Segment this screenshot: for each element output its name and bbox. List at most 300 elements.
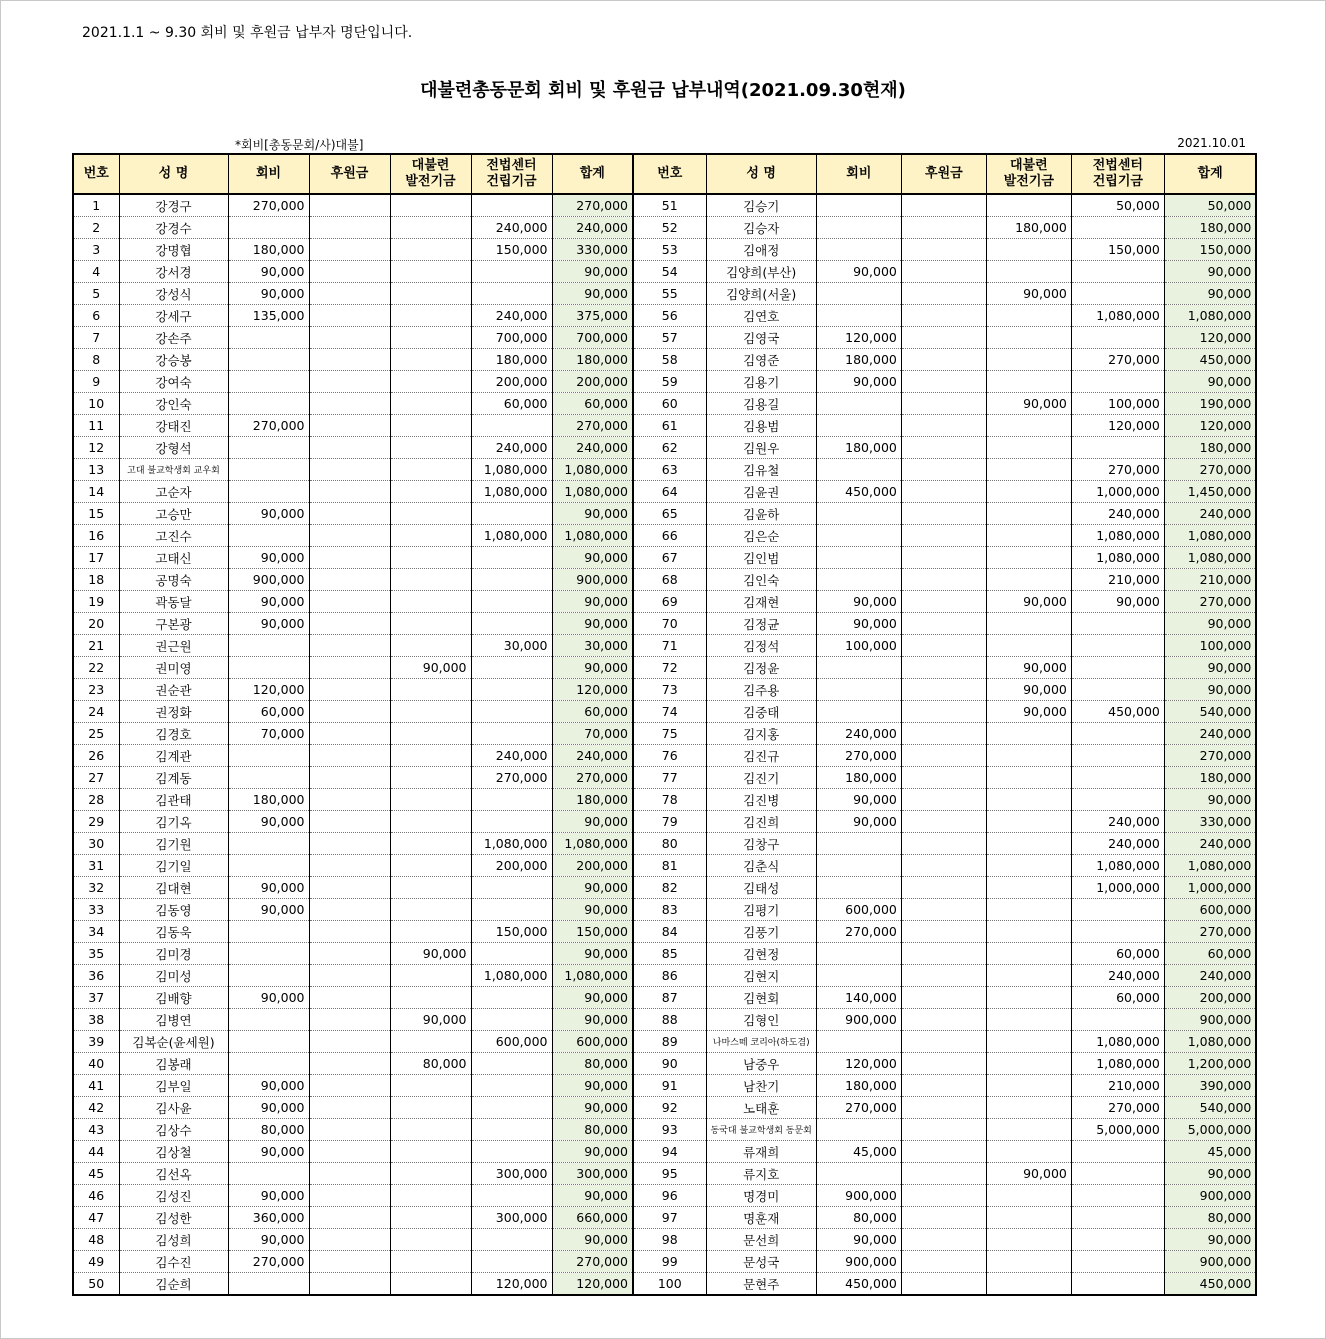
member-name: 김지홍 — [706, 723, 816, 745]
member-no: 45 — [73, 1163, 119, 1185]
center-fund-cell — [471, 1229, 552, 1251]
donation-cell — [309, 811, 390, 833]
table-row — [73, 1009, 1256, 1031]
fee-cell: 900,000 — [816, 1185, 901, 1207]
fee-cell — [816, 547, 901, 569]
total-cell: 90,000 — [552, 987, 633, 1009]
member-no: 92 — [633, 1097, 706, 1119]
fee-cell: 180,000 — [228, 239, 309, 261]
fee-cell: 90,000 — [228, 987, 309, 1009]
fee-cell — [228, 1163, 309, 1185]
member-name: 권근원 — [119, 635, 228, 657]
table-row — [73, 987, 1256, 1009]
donation-cell — [309, 1229, 390, 1251]
member-no: 100 — [633, 1273, 706, 1296]
table-row — [73, 965, 1256, 987]
header-total: 합계 — [1164, 154, 1256, 194]
member-no: 76 — [633, 745, 706, 767]
member-no: 79 — [633, 811, 706, 833]
fee-cell: 270,000 — [816, 1097, 901, 1119]
total-cell: 60,000 — [1164, 943, 1256, 965]
donation-cell — [309, 745, 390, 767]
member-name: 강여숙 — [119, 371, 228, 393]
member-name: 남중우 — [706, 1053, 816, 1075]
center-fund-cell: 1,080,000 — [1071, 547, 1164, 569]
member-no: 27 — [73, 767, 119, 789]
total-cell: 270,000 — [552, 415, 633, 437]
donation-cell — [309, 327, 390, 349]
member-name: 명훈재 — [706, 1207, 816, 1229]
member-no: 53 — [633, 239, 706, 261]
total-cell: 30,000 — [552, 635, 633, 657]
table-row — [73, 811, 1256, 833]
member-name: 김배향 — [119, 987, 228, 1009]
dev-fund-cell — [390, 855, 471, 877]
dev-fund-cell — [390, 393, 471, 415]
center-fund-cell — [1071, 1141, 1164, 1163]
dev-fund-cell — [390, 1141, 471, 1163]
dev-fund-cell — [986, 833, 1071, 855]
total-cell: 900,000 — [1164, 1185, 1256, 1207]
table-row — [73, 371, 1256, 393]
member-name: 강손주 — [119, 327, 228, 349]
member-name: 김성진 — [119, 1185, 228, 1207]
member-name: 김풍기 — [706, 921, 816, 943]
total-cell: 90,000 — [552, 657, 633, 679]
header-no: 번호 — [73, 154, 119, 194]
fee-cell: 270,000 — [228, 415, 309, 437]
donation-cell — [309, 1163, 390, 1185]
center-fund-cell: 120,000 — [471, 1273, 552, 1296]
fee-cell: 90,000 — [816, 613, 901, 635]
member-no: 93 — [633, 1119, 706, 1141]
member-no: 56 — [633, 305, 706, 327]
fee-cell: 140,000 — [816, 987, 901, 1009]
fee-cell: 90,000 — [228, 1075, 309, 1097]
member-name: 김사윤 — [119, 1097, 228, 1119]
center-fund-cell: 1,080,000 — [471, 481, 552, 503]
member-name: 김기원 — [119, 833, 228, 855]
total-cell: 450,000 — [1164, 349, 1256, 371]
member-no: 42 — [73, 1097, 119, 1119]
member-name: 김계동 — [119, 767, 228, 789]
member-no: 89 — [633, 1031, 706, 1053]
member-name: 김미성 — [119, 965, 228, 987]
total-cell: 1,450,000 — [1164, 481, 1256, 503]
table-row — [73, 1141, 1256, 1163]
center-fund-cell — [471, 1075, 552, 1097]
fee-cell — [816, 415, 901, 437]
total-cell: 90,000 — [1164, 1163, 1256, 1185]
donation-cell — [901, 745, 986, 767]
fee-cell — [816, 657, 901, 679]
donation-cell — [901, 613, 986, 635]
center-fund-cell: 270,000 — [471, 767, 552, 789]
table-row — [73, 635, 1256, 657]
donation-cell — [309, 305, 390, 327]
member-name: 김주용 — [706, 679, 816, 701]
donation-cell — [309, 283, 390, 305]
center-fund-cell: 1,080,000 — [1071, 855, 1164, 877]
table-row — [73, 1163, 1256, 1185]
member-name: 김부일 — [119, 1075, 228, 1097]
donation-cell — [309, 1075, 390, 1097]
fee-cell: 180,000 — [816, 767, 901, 789]
member-no: 12 — [73, 437, 119, 459]
total-cell: 90,000 — [1164, 283, 1256, 305]
center-fund-cell: 1,080,000 — [471, 459, 552, 481]
dev-fund-cell — [390, 1097, 471, 1119]
fee-cell: 270,000 — [816, 745, 901, 767]
center-fund-cell: 1,080,000 — [471, 965, 552, 987]
dev-fund-cell — [390, 437, 471, 459]
member-name: 고진수 — [119, 525, 228, 547]
dev-fund-cell — [390, 965, 471, 987]
center-fund-cell — [1071, 261, 1164, 283]
dev-fund-cell — [986, 987, 1071, 1009]
total-cell: 90,000 — [552, 1229, 633, 1251]
member-no: 9 — [73, 371, 119, 393]
donation-cell — [309, 349, 390, 371]
center-fund-cell: 150,000 — [1071, 239, 1164, 261]
member-no: 78 — [633, 789, 706, 811]
total-cell: 900,000 — [1164, 1251, 1256, 1273]
total-cell: 90,000 — [552, 261, 633, 283]
fee-cell — [228, 921, 309, 943]
dev-fund-cell — [986, 613, 1071, 635]
fee-cell: 270,000 — [228, 1251, 309, 1273]
total-cell: 1,080,000 — [552, 965, 633, 987]
fee-cell: 90,000 — [228, 503, 309, 525]
member-no: 96 — [633, 1185, 706, 1207]
dev-fund-cell — [986, 1009, 1071, 1031]
member-no: 15 — [73, 503, 119, 525]
fee-cell: 90,000 — [228, 547, 309, 569]
table-row — [73, 1273, 1256, 1296]
member-no: 23 — [73, 679, 119, 701]
center-fund-cell — [471, 811, 552, 833]
fee-cell — [816, 194, 901, 217]
dev-fund-cell — [390, 987, 471, 1009]
member-name: 명경미 — [706, 1185, 816, 1207]
center-fund-cell — [1071, 767, 1164, 789]
member-name: 강세구 — [119, 305, 228, 327]
member-no: 62 — [633, 437, 706, 459]
dev-fund-cell — [986, 547, 1071, 569]
member-name: 문현주 — [706, 1273, 816, 1296]
total-cell: 1,080,000 — [552, 525, 633, 547]
donation-cell — [901, 1229, 986, 1251]
total-cell: 1,080,000 — [1164, 1031, 1256, 1053]
dev-fund-cell — [986, 459, 1071, 481]
center-fund-cell — [471, 261, 552, 283]
fee-cell: 90,000 — [816, 371, 901, 393]
member-no: 26 — [73, 745, 119, 767]
dev-fund-cell — [986, 437, 1071, 459]
donation-cell — [309, 459, 390, 481]
donation-cell — [901, 349, 986, 371]
total-cell: 5,000,000 — [1164, 1119, 1256, 1141]
center-fund-cell: 1,080,000 — [471, 833, 552, 855]
donation-cell — [901, 1009, 986, 1031]
donation-cell — [309, 921, 390, 943]
total-cell: 600,000 — [1164, 899, 1256, 921]
donation-cell — [901, 1119, 986, 1141]
member-no: 22 — [73, 657, 119, 679]
center-fund-cell — [1071, 679, 1164, 701]
dev-fund-cell — [986, 921, 1071, 943]
center-fund-cell: 1,080,000 — [1071, 1053, 1164, 1075]
member-no: 74 — [633, 701, 706, 723]
member-name: 고대 불교학생회 교우회 — [119, 459, 228, 481]
fee-cell — [816, 503, 901, 525]
center-fund-cell — [471, 547, 552, 569]
header-dev-fund: 대불련 발전기금 — [390, 154, 471, 194]
table-row — [73, 1207, 1256, 1229]
dev-fund-cell — [986, 1097, 1071, 1119]
header-donation: 후원금 — [901, 154, 986, 194]
donation-cell — [901, 591, 986, 613]
dev-fund-cell — [986, 767, 1071, 789]
fee-cell: 120,000 — [816, 1053, 901, 1075]
fee-cell — [816, 833, 901, 855]
center-fund-cell — [471, 591, 552, 613]
member-no: 20 — [73, 613, 119, 635]
member-name: 김복순(윤세원) — [119, 1031, 228, 1053]
fee-cell: 90,000 — [816, 811, 901, 833]
donation-cell — [901, 217, 986, 239]
center-fund-cell: 240,000 — [1071, 503, 1164, 525]
member-no: 81 — [633, 855, 706, 877]
fee-cell — [228, 855, 309, 877]
total-cell: 90,000 — [1164, 657, 1256, 679]
dev-fund-cell — [390, 1031, 471, 1053]
donation-cell — [901, 987, 986, 1009]
donation-cell — [309, 1207, 390, 1229]
total-cell: 90,000 — [1164, 613, 1256, 635]
total-cell: 700,000 — [552, 327, 633, 349]
total-cell: 180,000 — [1164, 767, 1256, 789]
total-cell: 390,000 — [1164, 1075, 1256, 1097]
member-name: 고순자 — [119, 481, 228, 503]
total-cell: 120,000 — [552, 679, 633, 701]
member-no: 3 — [73, 239, 119, 261]
donation-cell — [901, 767, 986, 789]
dev-fund-cell — [390, 283, 471, 305]
center-fund-cell — [1071, 327, 1164, 349]
member-name: 김대현 — [119, 877, 228, 899]
table-row — [73, 261, 1256, 283]
center-fund-cell — [1071, 1229, 1164, 1251]
member-no: 48 — [73, 1229, 119, 1251]
member-no: 11 — [73, 415, 119, 437]
donation-cell — [901, 701, 986, 723]
member-no: 59 — [633, 371, 706, 393]
table-row — [73, 745, 1256, 767]
donation-cell — [309, 1053, 390, 1075]
dev-fund-cell — [390, 1119, 471, 1141]
dev-fund-cell — [390, 305, 471, 327]
donation-cell — [309, 833, 390, 855]
center-fund-cell — [471, 877, 552, 899]
fee-cell: 90,000 — [228, 1185, 309, 1207]
member-no: 51 — [633, 194, 706, 217]
fee-cell: 90,000 — [228, 261, 309, 283]
donation-cell — [901, 194, 986, 217]
center-fund-cell — [1071, 1273, 1164, 1296]
member-no: 36 — [73, 965, 119, 987]
center-fund-cell: 150,000 — [471, 921, 552, 943]
report-date: 2021.10.01 — [1177, 136, 1246, 150]
member-name: 김진병 — [706, 789, 816, 811]
dev-fund-cell — [390, 591, 471, 613]
member-no: 80 — [633, 833, 706, 855]
member-no: 94 — [633, 1141, 706, 1163]
member-no: 83 — [633, 899, 706, 921]
member-name: 김애정 — [706, 239, 816, 261]
donation-cell — [901, 415, 986, 437]
member-name: 김윤권 — [706, 481, 816, 503]
table-row — [73, 591, 1256, 613]
fee-cell — [816, 569, 901, 591]
member-no: 69 — [633, 591, 706, 613]
fee-cell: 360,000 — [228, 1207, 309, 1229]
total-cell: 240,000 — [552, 745, 633, 767]
dev-fund-cell — [986, 745, 1071, 767]
center-fund-cell — [1071, 283, 1164, 305]
member-no: 14 — [73, 481, 119, 503]
donation-cell — [901, 503, 986, 525]
total-cell: 45,000 — [1164, 1141, 1256, 1163]
fee-cell — [228, 217, 309, 239]
center-fund-cell: 210,000 — [1071, 1075, 1164, 1097]
donation-cell — [901, 1141, 986, 1163]
member-no: 19 — [73, 591, 119, 613]
donation-cell — [901, 437, 986, 459]
dev-fund-cell — [986, 723, 1071, 745]
fee-cell: 90,000 — [228, 1141, 309, 1163]
total-cell: 270,000 — [1164, 591, 1256, 613]
donation-cell — [901, 1163, 986, 1185]
dev-fund-cell — [986, 877, 1071, 899]
fee-cell: 90,000 — [816, 789, 901, 811]
member-name: 김병연 — [119, 1009, 228, 1031]
fee-cell — [816, 701, 901, 723]
total-cell: 150,000 — [1164, 239, 1256, 261]
member-no: 60 — [633, 393, 706, 415]
fee-cell: 450,000 — [816, 1273, 901, 1296]
fee-cell: 60,000 — [228, 701, 309, 723]
center-fund-cell — [1071, 1207, 1164, 1229]
center-fund-cell — [1071, 745, 1164, 767]
table-row — [73, 921, 1256, 943]
fee-cell: 90,000 — [228, 877, 309, 899]
center-fund-cell: 270,000 — [1071, 459, 1164, 481]
member-no: 35 — [73, 943, 119, 965]
member-name: 김현지 — [706, 965, 816, 987]
total-cell: 90,000 — [552, 1141, 633, 1163]
total-cell: 90,000 — [552, 811, 633, 833]
member-name: 곽동달 — [119, 591, 228, 613]
table-row — [73, 393, 1256, 415]
member-no: 61 — [633, 415, 706, 437]
center-fund-cell — [471, 679, 552, 701]
member-no: 67 — [633, 547, 706, 569]
dev-fund-cell — [390, 525, 471, 547]
donation-cell — [309, 591, 390, 613]
center-fund-cell: 300,000 — [471, 1163, 552, 1185]
center-fund-cell — [1071, 1251, 1164, 1273]
fee-cell — [816, 1031, 901, 1053]
center-fund-cell: 1,080,000 — [1071, 525, 1164, 547]
member-no: 41 — [73, 1075, 119, 1097]
donation-cell — [901, 371, 986, 393]
dev-fund-cell — [986, 305, 1071, 327]
total-cell: 240,000 — [552, 437, 633, 459]
total-cell: 1,080,000 — [1164, 525, 1256, 547]
donation-cell — [309, 239, 390, 261]
donation-cell — [901, 261, 986, 283]
member-no: 46 — [73, 1185, 119, 1207]
total-cell: 90,000 — [552, 1009, 633, 1031]
member-name: 구본광 — [119, 613, 228, 635]
dev-fund-cell: 90,000 — [986, 393, 1071, 415]
dev-fund-cell — [986, 1229, 1071, 1251]
donation-cell — [901, 635, 986, 657]
donation-cell — [901, 855, 986, 877]
total-cell: 120,000 — [1164, 327, 1256, 349]
center-fund-cell: 450,000 — [1071, 701, 1164, 723]
member-no: 85 — [633, 943, 706, 965]
fee-cell: 90,000 — [228, 899, 309, 921]
dev-fund-cell — [390, 767, 471, 789]
fee-cell — [816, 459, 901, 481]
total-cell: 1,080,000 — [1164, 547, 1256, 569]
fee-cell — [816, 965, 901, 987]
fee-cell: 90,000 — [228, 591, 309, 613]
center-fund-cell — [471, 569, 552, 591]
table-row — [73, 1075, 1256, 1097]
total-cell: 240,000 — [552, 217, 633, 239]
member-no: 97 — [633, 1207, 706, 1229]
member-name: 김춘식 — [706, 855, 816, 877]
dev-fund-cell — [986, 194, 1071, 217]
member-no: 73 — [633, 679, 706, 701]
payment-table — [72, 153, 1257, 1296]
member-name: 김은순 — [706, 525, 816, 547]
donation-cell — [309, 789, 390, 811]
fee-cell — [228, 1053, 309, 1075]
member-no: 75 — [633, 723, 706, 745]
table-row — [73, 459, 1256, 481]
dev-fund-cell — [390, 569, 471, 591]
total-cell: 70,000 — [552, 723, 633, 745]
member-no: 21 — [73, 635, 119, 657]
dev-fund-cell — [390, 745, 471, 767]
total-cell: 200,000 — [552, 855, 633, 877]
donation-cell — [901, 789, 986, 811]
member-name: 김진기 — [706, 767, 816, 789]
member-name: 김상철 — [119, 1141, 228, 1163]
total-cell: 90,000 — [552, 1097, 633, 1119]
member-no: 71 — [633, 635, 706, 657]
member-no: 10 — [73, 393, 119, 415]
member-no: 1 — [73, 194, 119, 217]
member-name: 권미영 — [119, 657, 228, 679]
total-cell: 1,080,000 — [1164, 305, 1256, 327]
total-cell: 240,000 — [1164, 503, 1256, 525]
fee-cell: 90,000 — [228, 283, 309, 305]
